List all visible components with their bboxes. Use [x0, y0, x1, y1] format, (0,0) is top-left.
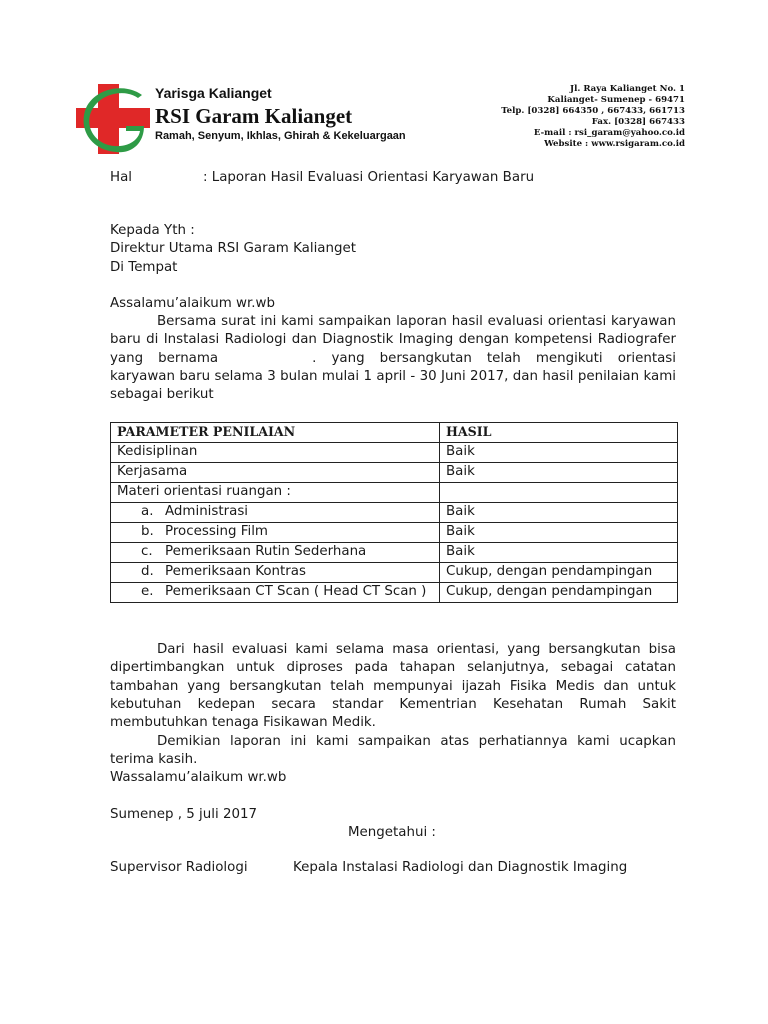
subject-value: : Laporan Hasil Evaluasi Orientasi Karyawan Baru: [203, 170, 535, 185]
table-row: [111, 563, 678, 583]
hospital-logo: [76, 84, 150, 154]
contact-email: E-mail : rsi_garam@yahoo.co.id: [533, 128, 685, 138]
result-cell: Baik: [440, 463, 678, 483]
param-cell: Materi orientasi ruangan :: [111, 483, 440, 503]
param-cell: [111, 503, 440, 523]
param-cell: Kerjasama: [111, 463, 440, 483]
place-date: Sumenep , 5 juli 2017: [110, 807, 258, 822]
recipient-line-3: Di Tempat: [110, 260, 178, 275]
param-cell: [111, 523, 440, 543]
signatory-supervisor: Supervisor Radiologi: [110, 860, 248, 875]
contact-fax: Fax. [0328] 667433: [591, 117, 685, 127]
table-row: [111, 523, 678, 543]
param-cell: Kedisiplinan: [111, 443, 440, 463]
item-letter: a.: [141, 504, 154, 519]
result-cell: Baik: [440, 523, 678, 543]
table-row: [111, 463, 678, 483]
item-text: Administrasi: [165, 504, 249, 519]
item-text: Pemeriksaan Rutin Sederhana: [165, 544, 367, 559]
intro-text-2: . yang bersangkutan telah mengikuti orientasi karyawan baru selama 3 bulan mulai 1 april - 30 Juni 2017, dan hasil penilaian kami sebagai berikut: [110, 350, 677, 403]
table-row: [111, 443, 678, 463]
table-row: [111, 583, 678, 603]
header-parameter: PARAMETER PENILAIAN: [111, 423, 440, 443]
intro-text-1: Bersama surat ini kami sampaikan laporan hasil evaluasi orientasi karyawan baru di Instalasi Radiologi dan Diagnostik Imaging dengan kompetensi Radiografer yang bernama: [110, 314, 676, 366]
result-cell: [440, 483, 678, 503]
result-cell: Baik: [440, 503, 678, 523]
table-row: [111, 543, 678, 563]
table-header-row: [111, 423, 678, 443]
greeting: Assalamu’alaikum wr.wb: [110, 296, 275, 311]
closing-text-1: Dari hasil evaluasi kami selama masa orientasi, yang bersangkutan bisa dipertimbangkan untuk diproses pada tahapan selanjutnya, sebagai catatan tambahan yang bersangkutan telah mempunyai ijazah Fisika Medis dan untuk kebutuhan kedepan secara standar Kementrian Kesehatan Rumah Sakit membutuhkan tenaga Fisikawan Medik.: [110, 642, 676, 731]
contact-city: Kalianget- Sumenep - 69471: [547, 95, 685, 105]
closing-paragraph: [110, 641, 676, 732]
closing-salam: Wassalamu’alaikum wr.wb: [110, 770, 287, 785]
item-text: Processing Film: [165, 524, 268, 539]
contact-phone: Telp. [0328] 664350 , 667433, 661713: [501, 106, 685, 116]
item-text: Pemeriksaan Kontras: [165, 564, 306, 579]
item-letter: b.: [141, 524, 154, 539]
result-cell: Cukup, dengan pendampingan: [440, 563, 678, 583]
closing-text-2: Demikian laporan ini kami sampaikan atas perhatiannya kami ucapkan terima kasih.: [110, 734, 676, 768]
org-motto: Ramah, Senyum, Ikhlas, Ghirah & Kekeluargaan: [155, 130, 406, 142]
item-letter: e.: [141, 584, 154, 599]
item-letter: c.: [141, 544, 153, 559]
org-block: [155, 85, 406, 142]
item-letter: d.: [141, 564, 154, 579]
org-foundation: Yarisga Kalianget: [155, 85, 272, 101]
table-row: [111, 483, 678, 503]
result-cell: Baik: [440, 443, 678, 463]
intro-paragraph: [110, 313, 676, 404]
subject-label: Hal: [110, 170, 132, 185]
thanks-paragraph: [110, 733, 676, 770]
org-name: RSI Garam Kalianget: [155, 104, 353, 128]
item-text: Pemeriksaan CT Scan ( Head CT Scan ): [165, 584, 427, 599]
recipient-line-2: Direktur Utama RSI Garam Kalianget: [110, 241, 356, 256]
param-cell: [111, 563, 440, 583]
param-cell: [111, 583, 440, 603]
header-result: HASIL: [440, 423, 678, 443]
result-cell: Baik: [440, 543, 678, 563]
contact-address: Jl. Raya Kalianget No. 1: [570, 84, 685, 94]
param-cell: [111, 543, 440, 563]
table-row: [111, 503, 678, 523]
acknowledged-label: Mengetahui :: [348, 825, 436, 840]
recipient-line-1: Kepada Yth :: [110, 223, 195, 238]
contact-website: Website : www.rsigaram.co.id: [544, 139, 685, 149]
signatory-head: Kepala Instalasi Radiologi dan Diagnostik Imaging: [293, 860, 628, 875]
result-cell: Cukup, dengan pendampingan: [440, 583, 678, 603]
evaluation-table: [110, 422, 678, 603]
contact-block: [501, 84, 685, 150]
